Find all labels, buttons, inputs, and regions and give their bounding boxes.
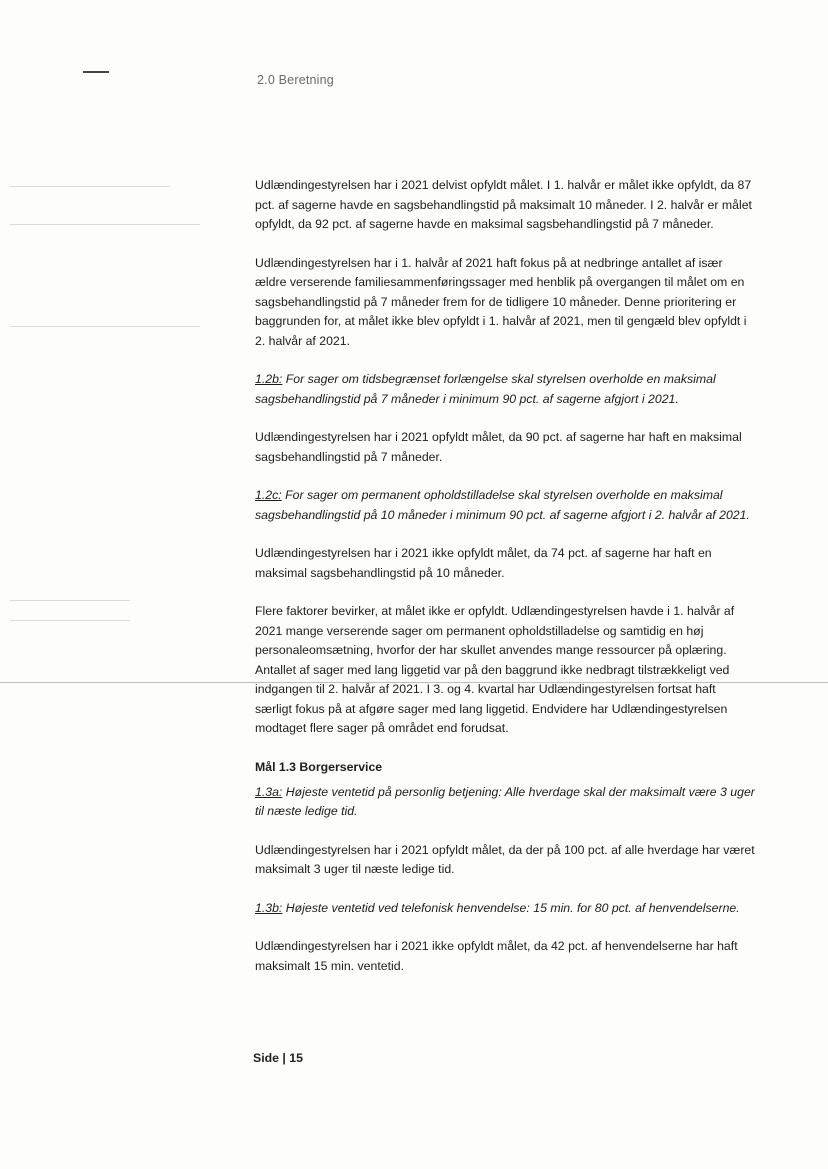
scan-artifact — [10, 600, 130, 601]
goal-text: Højeste ventetid på personlig betjening: Alle hverdage skal der maksimalt være 3 uger til næste ledige tid. — [255, 784, 755, 818]
goal-text: Højeste ventetid ved telefonisk henvendelse: 15 min. for 80 pct. af henvendelserne. — [282, 900, 740, 915]
goal-label: 1.3b: — [255, 900, 283, 915]
document-body — [255, 176, 755, 995]
paragraph: Udlændingestyrelsen har i 2021 ikke opfyldt målet, da 74 pct. af sagerne har haft en maksimal sagsbehandlingstid på 10 måneder. — [255, 546, 712, 580]
scan-artifact — [10, 224, 200, 225]
section-header: 2.0 Beretning — [257, 73, 334, 87]
goal-label: 1.2c: — [255, 488, 282, 502]
goal-1-3b — [255, 899, 755, 919]
scan-artifact — [10, 620, 130, 621]
goal-1-3a — [255, 783, 755, 822]
scan-artifact — [10, 186, 170, 187]
paragraph: Flere faktorer bevirker, at målet ikke er opfyldt. Udlændingestyrelsen havde i 1. halvår af 2021 mange verserende sager om permanent opholdstilladelse og samtidig en høj personaleomsætning, hvorfor der har skullet anvendes mange ressourcer på oplæring. Antallet af sager med lang liggetid var på den baggrund ikke nedbragt tilstrækkeligt ved indgangen til 2. halvår af 2021. I 3. og 4. kvartal har Udlændingestyrelsen fortsat haft særligt fokus på at afgøre sager med lang liggetid. Endvidere har Udlændingestyrelsen modtaget flere sager på området end forudsat. — [255, 604, 735, 735]
goal-text: For sager om tidsbegrænset forlængelse skal styrelsen overholde en maksimal sagsbehandlingstid på 7 måneder i minimum 90 pct. af sagerne afgjort i 2021. — [255, 372, 716, 406]
paragraph: Udlændingestyrelsen har i 1. halvår af 2021 haft fokus på at nedbringe antallet af især ældre verserende familiesammenføringssager med henblik på overgangen til målet om en sagsbehandlingstid på 7 måneder frem for de tidligere 10 måneder. Denne prioritering er baggrunden for, at målet ikke blev opfyldt i 1. halvår af 2021, men til gengæld blev opfyldt i 2. halvår af 2021. — [255, 255, 747, 348]
paragraph: Udlændingestyrelsen har i 2021 ikke opfyldt målet, da 42 pct. af henvendelserne har haft maksimalt 15 min. ventetid. — [255, 939, 738, 973]
paragraph: Udlændingestyrelsen har i 2021 opfyldt målet, da 90 pct. af sagerne har haft en maksimal sagsbehandlingstid på 7 måneder. — [255, 430, 742, 464]
header-rule — [83, 71, 109, 73]
goal-label: 1.3a: — [255, 784, 283, 799]
goal-1-2c — [255, 486, 755, 525]
goal-text: For sager om permanent opholdstilladelse skal styrelsen overholde en maksimal sagsbehandlingstid på 10 måneder i minimum 90 pct. af sagerne afgjort i 2. halvår af 2021. — [255, 488, 750, 522]
scan-artifact — [10, 326, 200, 327]
paragraph: Udlændingestyrelsen har i 2021 delvist opfyldt målet. I 1. halvår er målet ikke opfyldt, da 87 pct. af sagerne havde en sagsbehandlingstid på maksimalt 10 måneder. I 2. halvår er målet opfyldt, da 92 pct. af sagerne havde en maksimal sagsbehandlingstid på 7 måneder. — [255, 178, 752, 231]
section-heading: Mål 1.3 Borgerservice — [255, 759, 383, 774]
paragraph: Udlændingestyrelsen har i 2021 opfyldt målet, da der på 100 pct. af alle hverdage har været maksimalt 3 uger til næste ledige tid. — [255, 842, 755, 876]
goal-1-2b — [255, 370, 755, 409]
goal-label: 1.2b: — [255, 372, 283, 386]
page-number: Side | 15 — [253, 1051, 303, 1065]
